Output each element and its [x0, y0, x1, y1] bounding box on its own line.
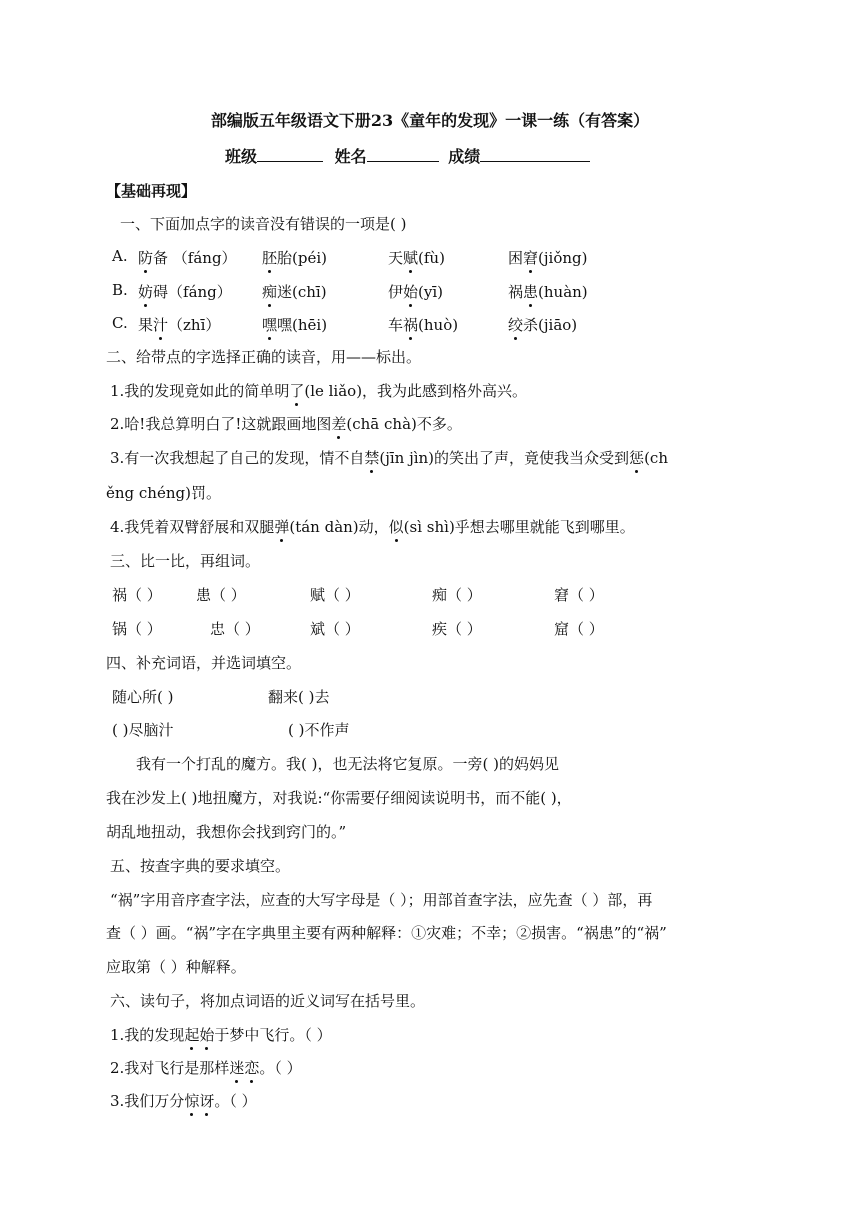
dotted-char: 赋: [403, 249, 419, 267]
q4-passage-2: 我在沙发上( )地扭魔方，对我说:“你需要仔细阅读说明书，而不能( )，: [106, 789, 572, 807]
score-blank[interactable]: [480, 147, 590, 162]
dotted-char: 差: [331, 415, 347, 433]
q4-word-4[interactable]: ( )不作声: [288, 721, 350, 739]
dotted-char: 迷: [229, 1059, 245, 1077]
q3-blank[interactable]: 患（ ）: [196, 586, 246, 604]
q3-blank[interactable]: 窟（ ）: [554, 620, 604, 638]
q6-sentence-3: 3.我们万分惊讶。（ ）: [110, 1092, 257, 1110]
dotted-char: 绞: [508, 316, 524, 334]
q2-line-3-cont: ěng chéng)罚。: [106, 484, 221, 502]
dotted-char: 惩: [629, 449, 645, 467]
q5-prompt: 五、按查字典的要求填空。: [110, 857, 291, 875]
student-info-row: [225, 144, 590, 167]
q3-blank[interactable]: 窘（ ）: [554, 586, 604, 604]
q3-blank[interactable]: 斌（ ）: [310, 620, 360, 638]
q3-blank[interactable]: 疾（ ）: [432, 620, 482, 638]
section-header-basic: 【基础再现】: [106, 182, 197, 200]
dotted-char: 讶: [199, 1092, 215, 1110]
q3-prompt: 三、比一比，再组词。: [110, 552, 261, 570]
q6-sentence-1: 1.我的发现起始于梦中飞行。（ ）: [110, 1026, 332, 1044]
dotted-char: 痴: [262, 283, 278, 301]
dotted-char: 汁: [153, 316, 169, 334]
class-blank[interactable]: [257, 147, 323, 162]
dotted-char: 恋: [244, 1059, 260, 1077]
q4-word-3[interactable]: ( )尽脑汁: [112, 721, 174, 739]
q2-line-4: 4.我凭着双臂舒展和双腿弹(tán dàn)动，似(sì shì)乎想去哪里就能飞到哪里。: [110, 518, 635, 536]
q1-word: 嘿嘿(hēi): [262, 316, 328, 334]
q1-option-label[interactable]: C.: [112, 314, 128, 332]
dotted-char: 胚: [262, 249, 278, 267]
dotted-char: 了: [289, 382, 305, 400]
q1-word: 天赋(fù): [388, 249, 445, 267]
q4-passage-3: 胡乱地扭动，我想你会找到窍门的。”: [106, 823, 347, 841]
q5-line-1: “祸”字用音序查字法，应查的大写字母是（ ）；用部首查字法，应先查（ ）部，再: [110, 891, 653, 909]
q2-line-3: 3.有一次我想起了自己的发现，情不自禁(jīn jìn)的笑出了声，竟使我当众受到惩(ch: [110, 449, 668, 467]
q1-word: 胚胎(péi): [262, 249, 327, 267]
q1-word: 妨碍（fáng）: [138, 283, 232, 301]
q2-line-1: 1.我的发现竟如此的简单明了(le liǎo)，我为此感到格外高兴。: [110, 382, 528, 400]
q3-blank[interactable]: 锅（ ）: [112, 620, 162, 638]
q1-option-label[interactable]: B.: [112, 281, 128, 299]
q1-word: 防备 （fáng）: [138, 249, 237, 267]
dotted-char: 弹: [274, 518, 290, 536]
dotted-char: 惊: [184, 1092, 200, 1110]
dotted-char: 嘿: [262, 316, 278, 334]
dotted-char: 始: [403, 283, 419, 301]
q4-passage-1: 我有一个打乱的魔方。我( )，也无法将它复原。一旁( )的妈妈见: [136, 755, 559, 773]
q1-word: 困窘(jiǒng): [508, 249, 588, 267]
dotted-char: 防: [138, 249, 154, 267]
dotted-char: 祸: [403, 316, 419, 334]
name-label: 姓名: [334, 147, 367, 166]
name-blank[interactable]: [367, 147, 439, 162]
q3-blank[interactable]: 痴（ ）: [432, 586, 482, 604]
score-label: 成绩: [448, 147, 481, 166]
q4-word-2[interactable]: 翻来( )去: [268, 688, 330, 706]
q1-word: 伊始(yī): [388, 283, 444, 301]
q4-word-1[interactable]: 随心所( ): [112, 688, 174, 706]
q3-blank[interactable]: 赋（ ）: [310, 586, 360, 604]
q1-word: 祸患(huàn): [508, 283, 588, 301]
dotted-char: 窘: [523, 249, 539, 267]
q1-option-label[interactable]: A.: [112, 247, 128, 265]
q3-blank[interactable]: 忠（ ）: [210, 620, 260, 638]
dotted-char: 禁: [364, 449, 380, 467]
q1-word: 车祸(huò): [388, 316, 459, 334]
q2-prompt: 二、给带点的字选择正确的读音，用——标出。: [106, 348, 422, 366]
q1-word: 果汁（zhī）: [138, 316, 221, 334]
dotted-char: 起: [184, 1026, 200, 1044]
class-label: 班级: [225, 147, 258, 166]
q5-line-2: 查（ ）画。“祸”字在字典里主要有两种解释：①灾难；不幸；②损害。“祸患”的“祸”: [106, 924, 667, 942]
q3-blank[interactable]: 祸（ ）: [112, 586, 162, 604]
q6-prompt: 六、读句子，将加点词语的近义词写在括号里。: [110, 992, 426, 1010]
page-title: 部编版五年级语文下册23《童年的发现》一课一练（有答案）: [210, 111, 650, 130]
dotted-char: 妨: [138, 283, 154, 301]
dotted-char: 似: [388, 518, 404, 536]
dotted-char: 患: [523, 283, 539, 301]
q4-prompt: 四、补充词语，并选词填空。: [106, 654, 302, 672]
q1-word: 绞杀(jiāo): [508, 316, 578, 334]
q5-line-3: 应取第（ ）种解释。: [106, 958, 246, 976]
q2-line-2: 2.哈!我总算明白了!这就跟画地图差(chā chà)不多。: [110, 415, 462, 433]
q1-prompt: 一、下面加点字的读音没有错误的一项是( ): [120, 215, 407, 233]
dotted-char: 始: [199, 1026, 215, 1044]
q1-word: 痴迷(chī): [262, 283, 327, 301]
q6-sentence-2: 2.我对飞行是那样迷恋。（ ）: [110, 1059, 302, 1077]
